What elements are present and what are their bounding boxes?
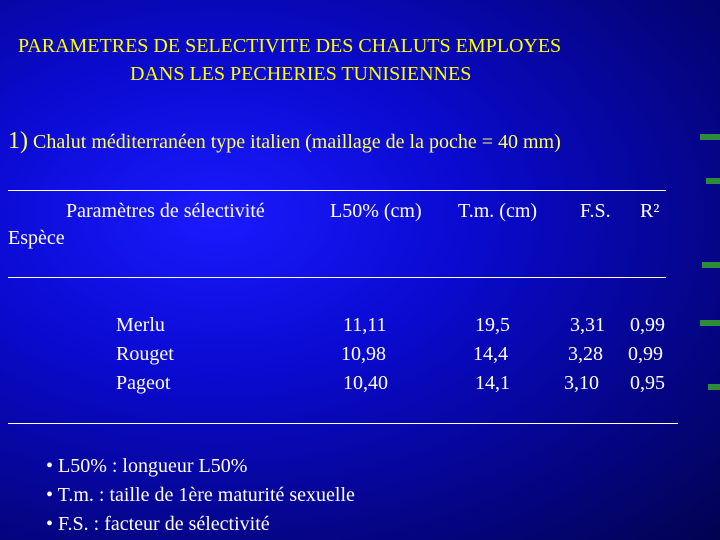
decorative-dash	[706, 178, 720, 184]
header-params: Paramètres de sélectivité	[66, 200, 265, 222]
cell-species: Pageot	[116, 372, 171, 394]
table-bottom-rule	[8, 423, 678, 424]
cell-tm: 19,5	[475, 314, 510, 336]
cell-fs: 3,10	[564, 372, 599, 394]
section-subtitle-text: Chalut méditerranéen type italien (maillage de la poche = 40 mm)	[33, 131, 561, 153]
decorative-dash	[702, 262, 720, 268]
table-header-rule	[8, 277, 666, 278]
header-species: Espèce	[8, 227, 65, 249]
decorative-dash	[700, 320, 720, 326]
cell-r2: 0,99	[630, 314, 665, 336]
cell-fs: 3,31	[570, 314, 605, 336]
note-l50: • L50% : longueur L50%	[46, 455, 248, 477]
cell-r2: 0,99	[628, 343, 663, 365]
header-l50: L50% (cm)	[330, 200, 422, 222]
title-line-2: DANS LES PECHERIES TUNISIENNES	[130, 63, 472, 85]
cell-tm: 14,1	[475, 372, 510, 394]
cell-r2: 0,95	[630, 372, 665, 394]
cell-fs: 3,28	[568, 343, 603, 365]
decorative-dash	[700, 134, 720, 140]
cell-species: Rouget	[116, 343, 174, 365]
section-number: 1)	[8, 128, 28, 154]
title-line-1: PARAMETRES DE SELECTIVITE DES CHALUTS EMPLOYES	[18, 35, 562, 57]
header-tm: T.m. (cm)	[458, 200, 538, 222]
cell-l50: 10,98	[341, 343, 386, 365]
section-subtitle	[8, 128, 561, 155]
note-tm: • T.m. : taille de 1ère maturité sexuelle	[46, 484, 355, 506]
cell-tm: 14,4	[473, 343, 508, 365]
decorative-dash	[708, 384, 720, 390]
cell-l50: 11,11	[343, 314, 387, 336]
header-r2: R²	[640, 200, 660, 222]
header-fs: F.S.	[580, 200, 611, 222]
cell-species: Merlu	[116, 314, 165, 336]
cell-l50: 10,40	[343, 372, 388, 394]
note-fs: • F.S. : facteur de sélectivité	[46, 513, 270, 535]
abbreviation-notes	[46, 452, 355, 539]
table-top-rule	[8, 190, 666, 191]
